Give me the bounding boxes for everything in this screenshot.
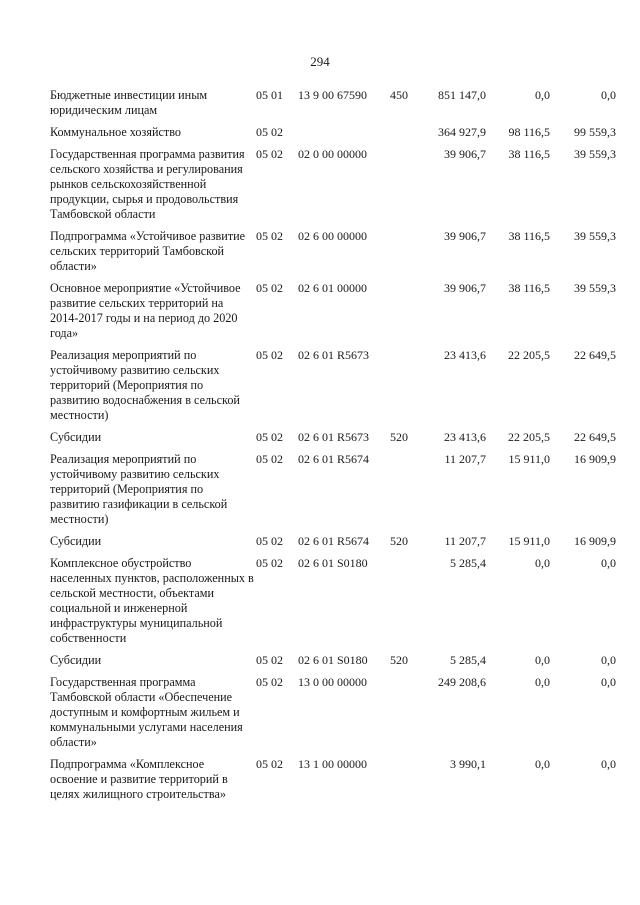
row-value-2: 15 911,0 bbox=[508, 534, 550, 548]
row-value-2: 0,0 bbox=[535, 556, 550, 570]
row-section: 05 01 bbox=[256, 88, 283, 102]
page-number: 294 bbox=[310, 54, 330, 69]
row-value-3: 16 909,9 bbox=[574, 452, 616, 466]
row-value-2: 22 205,5 bbox=[508, 430, 550, 444]
row-name: Государственная программа Тамбовской области «Обеспечение доступным и комфортным жильем и коммунальными услугами населения области» bbox=[50, 675, 243, 749]
row-section: 05 02 bbox=[256, 556, 283, 570]
row-target-article: 13 0 00 00000 bbox=[298, 675, 367, 689]
table-row bbox=[50, 430, 620, 445]
row-name: Субсидии bbox=[50, 430, 102, 444]
row-value-3: 39 559,3 bbox=[574, 281, 616, 295]
row-section: 05 02 bbox=[256, 147, 283, 161]
row-target-article: 02 6 01 00000 bbox=[298, 281, 367, 295]
row-section: 05 02 bbox=[256, 229, 283, 243]
row-value-3: 22 649,5 bbox=[574, 348, 616, 362]
row-value-3: 0,0 bbox=[601, 556, 616, 570]
row-value-3: 39 559,3 bbox=[574, 229, 616, 243]
table-row bbox=[50, 281, 620, 341]
table-row bbox=[50, 556, 620, 646]
row-value-3: 39 559,3 bbox=[574, 147, 616, 161]
row-value-1: 5 285,4 bbox=[450, 556, 486, 570]
table-row bbox=[50, 534, 620, 549]
row-value-3: 0,0 bbox=[601, 757, 616, 771]
row-value-2: 15 911,0 bbox=[508, 452, 550, 466]
row-value-1: 39 906,7 bbox=[444, 229, 486, 243]
row-value-1: 851 147,0 bbox=[438, 88, 486, 102]
row-target-article: 13 9 00 67590 bbox=[298, 88, 367, 102]
row-value-3: 16 909,9 bbox=[574, 534, 616, 548]
row-section: 05 02 bbox=[256, 653, 283, 667]
row-name: Государственная программа развития сельского хозяйства и регулирования рынков сельскохозяйственной продукции, сырья и продовольствия Тамбовской области bbox=[50, 147, 245, 221]
row-value-2: 0,0 bbox=[535, 88, 550, 102]
row-value-1: 23 413,6 bbox=[444, 348, 486, 362]
row-name: Основное мероприятие «Устойчивое развитие сельских территорий на 2014-2017 годы и на период до 2020 года» bbox=[50, 281, 241, 340]
row-value-1: 39 906,7 bbox=[444, 281, 486, 295]
row-expense-type: 520 bbox=[390, 430, 408, 444]
row-target-article: 02 6 01 R5673 bbox=[298, 430, 370, 444]
row-value-2: 38 116,5 bbox=[508, 147, 550, 161]
table-row bbox=[50, 675, 620, 750]
row-value-3: 0,0 bbox=[601, 88, 616, 102]
table-row bbox=[50, 88, 620, 118]
row-target-article: 02 6 00 00000 bbox=[298, 229, 367, 243]
row-target-article: 13 1 00 00000 bbox=[298, 757, 367, 771]
table-row bbox=[50, 147, 620, 222]
row-target-article: 02 6 01 R5674 bbox=[298, 452, 370, 466]
row-value-1: 11 207,7 bbox=[444, 452, 486, 466]
row-expense-type: 520 bbox=[390, 653, 408, 667]
row-name: Комплексное обустройство населенных пунктов, расположенных в сельской местности, объектами социальной и инженерной инфраструктуры муниципальной собственности bbox=[50, 556, 254, 645]
row-value-1: 23 413,6 bbox=[444, 430, 486, 444]
table-row bbox=[50, 452, 620, 527]
row-value-2: 0,0 bbox=[535, 757, 550, 771]
row-name: Подпрограмма «Комплексное освоение и развитие территорий в целях жилищного строительства» bbox=[50, 757, 228, 801]
row-value-2: 0,0 bbox=[535, 675, 550, 689]
row-name: Коммунальное хозяйство bbox=[50, 125, 181, 139]
table-row bbox=[50, 125, 620, 140]
row-name: Субсидии bbox=[50, 534, 102, 548]
row-value-1: 11 207,7 bbox=[444, 534, 486, 548]
row-value-2: 38 116,5 bbox=[508, 281, 550, 295]
row-value-2: 0,0 bbox=[535, 653, 550, 667]
table-row bbox=[50, 757, 620, 802]
row-target-article: 02 6 01 S0180 bbox=[298, 653, 368, 667]
row-name: Бюджетные инвестиции иным юридическим лицам bbox=[50, 88, 208, 117]
row-expense-type: 520 bbox=[390, 534, 408, 548]
row-section: 05 02 bbox=[256, 675, 283, 689]
row-expense-type: 450 bbox=[390, 88, 408, 102]
row-section: 05 02 bbox=[256, 757, 283, 771]
row-section: 05 02 bbox=[256, 452, 283, 466]
row-target-article: 02 6 01 R5674 bbox=[298, 534, 370, 548]
row-value-1: 5 285,4 bbox=[450, 653, 486, 667]
budget-table bbox=[50, 88, 620, 809]
row-section: 05 02 bbox=[256, 125, 283, 139]
row-section: 05 02 bbox=[256, 281, 283, 295]
table-row bbox=[50, 229, 620, 274]
row-target-article: 02 6 01 R5673 bbox=[298, 348, 370, 362]
row-name: Подпрограмма «Устойчивое развитие сельских территорий Тамбовской области» bbox=[50, 229, 246, 273]
table-row bbox=[50, 653, 620, 668]
row-section: 05 02 bbox=[256, 430, 283, 444]
row-value-3: 0,0 bbox=[601, 653, 616, 667]
row-value-1: 39 906,7 bbox=[444, 147, 486, 161]
row-value-2: 22 205,5 bbox=[508, 348, 550, 362]
row-value-2: 38 116,5 bbox=[508, 229, 550, 243]
table-row bbox=[50, 348, 620, 423]
row-value-1: 249 208,6 bbox=[438, 675, 486, 689]
row-section: 05 02 bbox=[256, 348, 283, 362]
row-target-article: 02 0 00 00000 bbox=[298, 147, 367, 161]
row-name: Субсидии bbox=[50, 653, 102, 667]
row-value-1: 364 927,9 bbox=[438, 125, 486, 139]
row-value-3: 22 649,5 bbox=[574, 430, 616, 444]
row-name: Реализация мероприятий по устойчивому развитию сельских территорий (Мероприятия по развитию водоснабжения в сельской местности) bbox=[50, 348, 240, 422]
row-value-3: 0,0 bbox=[601, 675, 616, 689]
row-name: Реализация мероприятий по устойчивому развитию сельских территорий (Мероприятия по развитию газификации в сельской местности) bbox=[50, 452, 228, 526]
row-section: 05 02 bbox=[256, 534, 283, 548]
row-value-3: 99 559,3 bbox=[574, 125, 616, 139]
row-value-2: 98 116,5 bbox=[508, 125, 550, 139]
row-target-article: 02 6 01 S0180 bbox=[298, 556, 368, 570]
row-value-1: 3 990,1 bbox=[450, 757, 486, 771]
